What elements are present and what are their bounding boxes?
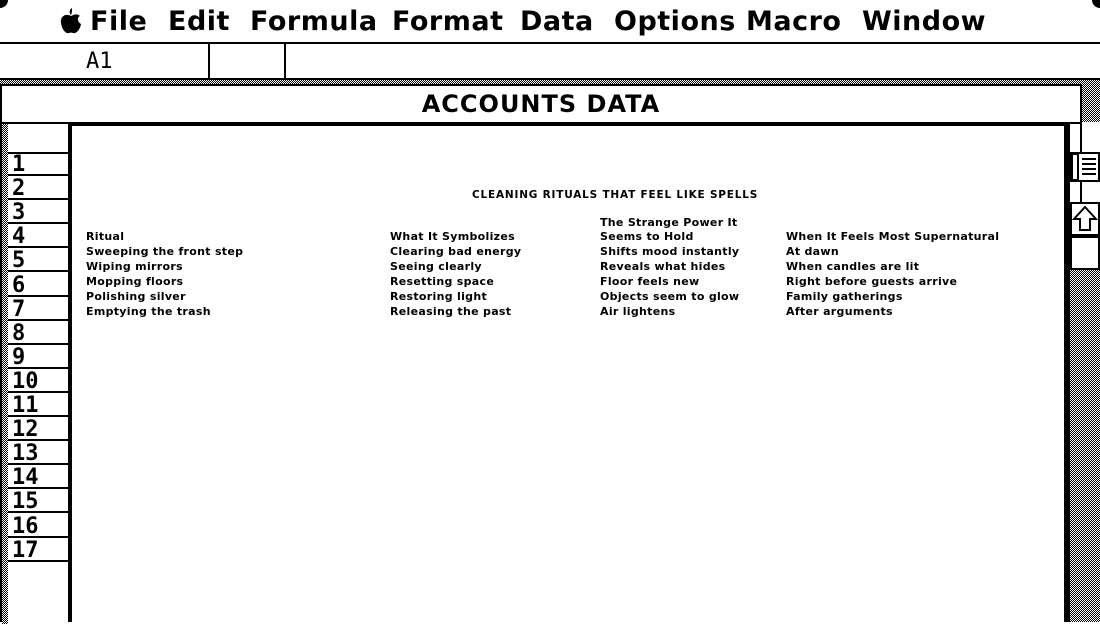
screen-corner-right (1092, 0, 1100, 8)
header-power-line1: The Strange Power It (600, 216, 738, 229)
row-header[interactable]: 15 (8, 491, 70, 513)
row-header[interactable]: 12 (8, 419, 70, 441)
row-headers (8, 124, 70, 624)
cell-power[interactable]: Reveals what hides (600, 260, 726, 273)
header-supernatural: When It Feels Most Supernatural (786, 230, 1000, 243)
window-title: ACCOUNTS DATA (421, 90, 661, 118)
sheet-title: CLEANING RITUALS THAT FEEL LIKE SPELLS (472, 189, 759, 201)
cell-supernatural[interactable]: After arguments (786, 305, 893, 318)
menu-window[interactable]: Window (862, 6, 987, 37)
menu-macro[interactable]: Macro (746, 6, 842, 37)
cell-ritual[interactable]: Sweeping the front step (86, 245, 244, 258)
row-header[interactable]: 1 (8, 154, 70, 176)
row-header[interactable]: 17 (8, 540, 70, 562)
split-pane-icon[interactable] (1070, 152, 1100, 182)
row-header[interactable]: 5 (8, 250, 70, 272)
cell-symbolizes[interactable]: Restoring light (390, 290, 488, 303)
cell-supernatural[interactable]: Right before guests arrive (786, 275, 958, 288)
menu-options[interactable]: Options (614, 6, 736, 37)
row-header[interactable]: 16 (8, 516, 70, 538)
scroll-up-arrow-icon[interactable] (1070, 202, 1100, 236)
menu-edit[interactable]: Edit (168, 6, 230, 37)
row-header[interactable]: 13 (8, 443, 70, 465)
sheet-grid[interactable] (68, 122, 1068, 622)
desktop-pattern-right (1082, 84, 1100, 122)
scroll-track[interactable] (1070, 270, 1100, 622)
row-header[interactable]: 11 (8, 395, 70, 417)
cell-reference[interactable]: A1 (86, 49, 113, 74)
cell-power[interactable]: Shifts mood instantly (600, 245, 740, 258)
menu-file[interactable]: File (90, 6, 148, 37)
apple-logo-icon[interactable] (60, 8, 82, 34)
header-ritual: Ritual (86, 230, 125, 243)
window-title-bar[interactable] (2, 86, 1080, 124)
cell-power[interactable]: Floor feels new (600, 275, 700, 288)
menu-bar (0, 0, 1100, 44)
cell-ritual[interactable]: Wiping mirrors (86, 260, 183, 273)
cell-symbolizes[interactable]: Clearing bad energy (390, 245, 522, 258)
header-symbolizes: What It Symbolizes (390, 230, 515, 243)
menu-format[interactable]: Format (392, 6, 504, 37)
row-header[interactable]: 9 (8, 347, 70, 369)
formula-bar (0, 44, 1100, 80)
vertical-scrollbar[interactable] (1068, 122, 1100, 622)
scroll-thumb[interactable] (1070, 236, 1100, 270)
cell-symbolizes[interactable]: Releasing the past (390, 305, 512, 318)
screen-corner-left (0, 0, 8, 8)
select-all-corner[interactable] (8, 124, 70, 154)
cell-supernatural[interactable]: Family gatherings (786, 290, 903, 303)
formula-entry-field[interactable] (286, 44, 1096, 78)
cell-ritual[interactable]: Polishing silver (86, 290, 186, 303)
row-header[interactable]: 4 (8, 226, 70, 248)
cell-supernatural[interactable]: At dawn (786, 245, 839, 258)
menu-formula[interactable]: Formula (250, 6, 378, 37)
row-header[interactable]: 7 (8, 299, 70, 321)
cell-ritual[interactable]: Emptying the trash (86, 305, 211, 318)
row-header[interactable]: 6 (8, 275, 70, 297)
row-header[interactable]: 8 (8, 323, 70, 345)
menu-data[interactable]: Data (520, 6, 594, 37)
cell-ritual[interactable]: Mopping floors (86, 275, 184, 288)
row-header[interactable]: 3 (8, 202, 70, 224)
row-header[interactable]: 2 (8, 178, 70, 200)
header-power-line2: Seems to Hold (600, 230, 694, 243)
row-header[interactable]: 14 (8, 467, 70, 489)
cell-power[interactable]: Air lightens (600, 305, 676, 318)
row-header[interactable]: 10 (8, 371, 70, 393)
cell-power[interactable]: Objects seem to glow (600, 290, 740, 303)
formula-bar-divider (208, 44, 210, 78)
cell-symbolizes[interactable]: Seeing clearly (390, 260, 482, 273)
cell-symbolizes[interactable]: Resetting space (390, 275, 495, 288)
cell-supernatural[interactable]: When candles are lit (786, 260, 920, 273)
